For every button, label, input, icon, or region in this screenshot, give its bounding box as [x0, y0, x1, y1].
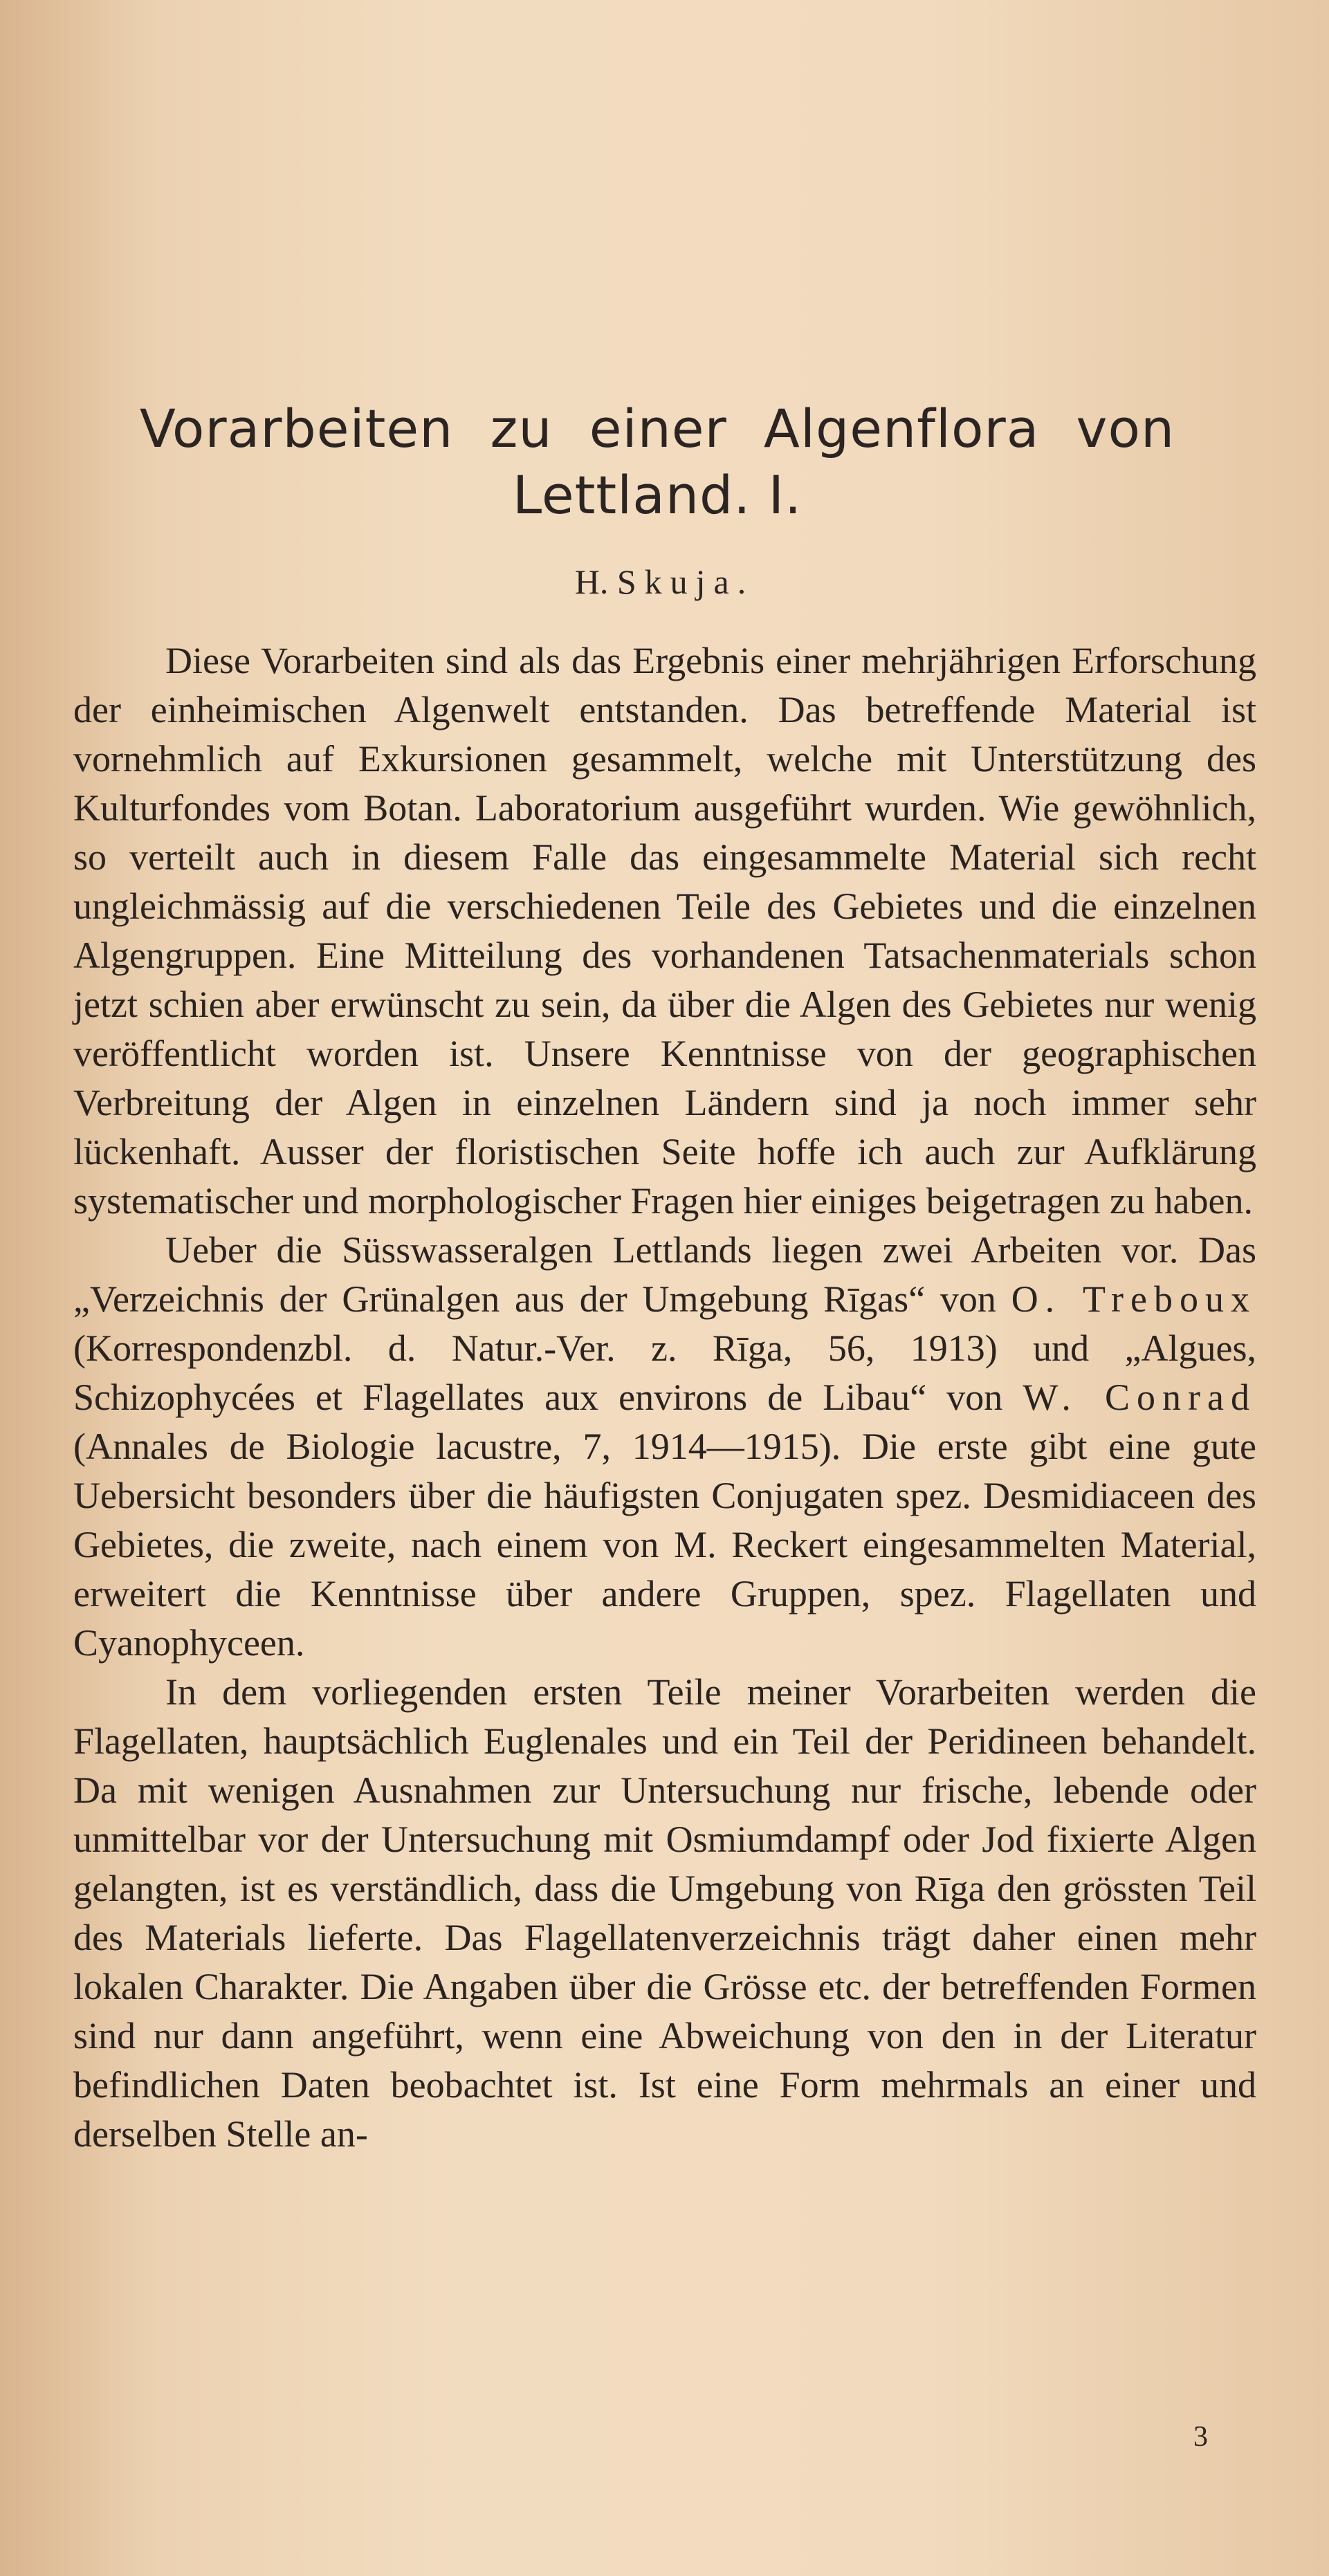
cited-author-treboux: O. Treboux — [1011, 1278, 1257, 1320]
article-title-line-2: Lettland. I. — [512, 464, 803, 526]
page-number: 3 — [1193, 2421, 1208, 2453]
author-surname: Skuja. — [616, 562, 755, 601]
paragraph-2-part-a: Ueber die Süsswasseralgen Lettlands liegen zwei Arbeiten vor. Das „Verzeichnis der Grünalgen aus der Umgebung Rīgas“ von — [73, 1229, 1256, 1320]
author-initial: H. — [574, 562, 609, 601]
cited-author-conrad: W. Conrad — [1023, 1377, 1256, 1418]
author-byline — [0, 558, 1329, 606]
paragraph-3: In dem vorliegenden ersten Teile meiner Vorarbeiten werden die Flagellaten, hauptsächlich Euglenales und ein Teil der Peridineen behandelt. Da mit wenigen Ausnahmen zur Untersuchung nur frische, lebende oder unmittelbar vor der Untersuchung mit Osmiumdampf oder Jod fixierte Algen gelangten, ist es verständlich, dass die Umgebung von Rīga den grössten Teil des Materials lieferte. Das Flagellatenverzeichnis trägt daher einen mehr lokalen Charakter. Die Angaben über die Grösse etc. der betreffenden Formen sind nur dann angeführt, wenn eine Abweichung von den in der Literatur befindlichen Daten beobachtet ist. Ist eine Form mehrmals an einer und derselben Stelle an- — [73, 1671, 1256, 2155]
article-body — [73, 636, 1256, 2159]
article-title-line-1: Vorarbeiten zu einer Algenflora von — [139, 398, 1175, 459]
paragraph-2 — [73, 1226, 1256, 1668]
paragraph-1: Diese Vorarbeiten sind als das Ergebnis einer mehrjährigen Erforschung der einheimischen Algenwelt entstanden. Das betreffende Material ist vornehmlich auf Exkursionen gesammelt, welche mit Unterstützung des Kulturfondes vom Botan. Laboratorium ausgeführt wurden. Wie gewöhnlich, so verteilt auch in diesem Falle das eingesammelte Material sich recht ungleichmässig auf die verschiedenen Teile des Gebietes und die einzelnen Algengruppen. Eine Mitteilung des vorhandenen Tatsachenmaterials schon jetzt schien aber erwünscht zu sein, da über die Algen des Gebietes nur wenig veröffentlicht worden ist. Unsere Kenntnisse von der geographischen Verbreitung der Algen in einzelnen Ländern sind ja noch immer sehr lückenhaft. Ausser der floristischen Seite hoffe ich auch zur Aufklärung systematischer und morphologischer Fragen hier einiges beigetragen zu haben. — [73, 640, 1256, 1222]
paragraph-2-part-c: (Annales de Biologie lacustre, 7, 1914—1915). Die erste gibt eine gute Uebersicht besonders über die häufigsten Conjugaten spez. Desmidiaceen des Gebietes, die zweite, nach einem von M. Reckert eingesammelten Material, erweitert die Kenntnisse über andere Gruppen, spez. Flagellaten und Cyanophyceen. — [73, 1426, 1256, 1664]
paragraph-2-part-b: (Korrespondenzbl. d. Natur.-Ver. z. Rīga, 56, 1913) und „Algues, Schizophycées et Flagellates aux environs de Libau“ von — [73, 1327, 1256, 1418]
